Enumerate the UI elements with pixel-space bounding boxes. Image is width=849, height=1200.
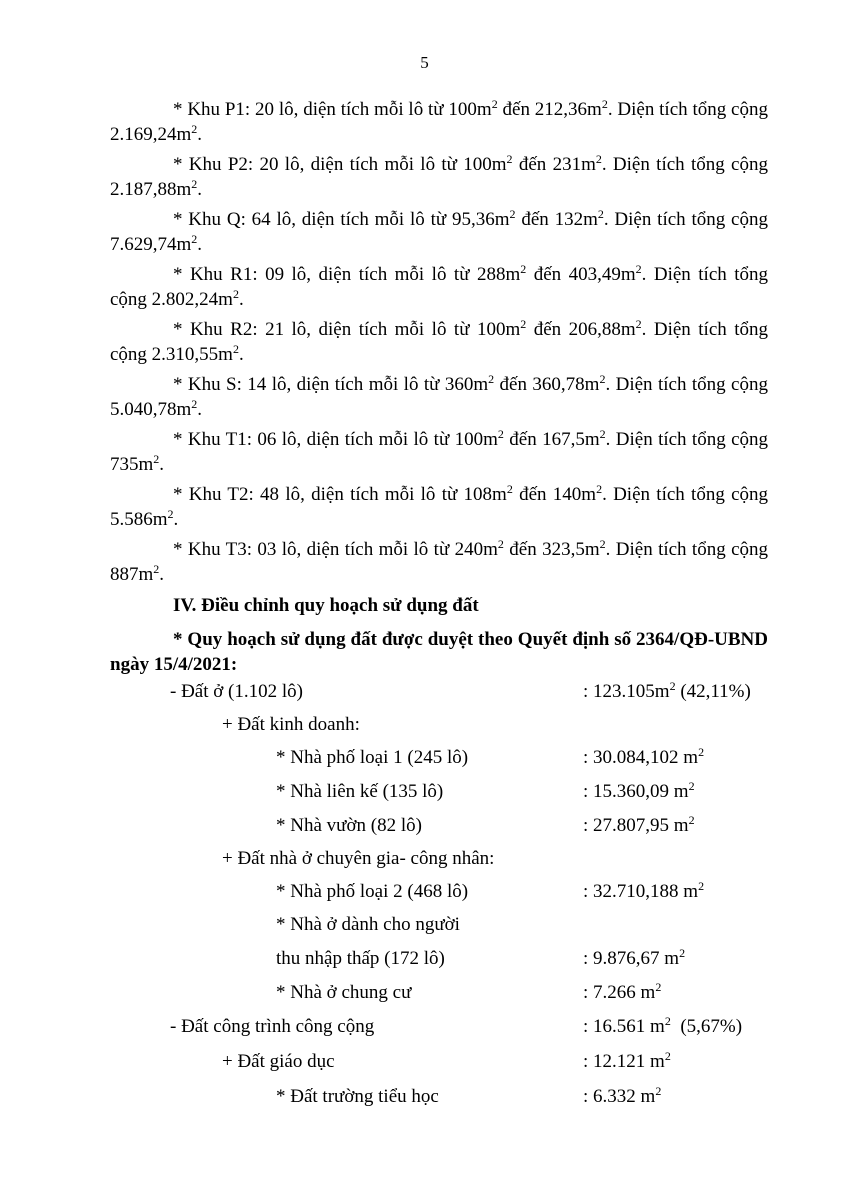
zone-paragraph-t1: * Khu T1: 06 lô, diện tích mỗi lô từ $100m^2$ đến $167,5m^2$. Diện tích tổng cộng $735m^2$. <box>110 427 769 475</box>
row-label: - Đất công trình công cộng <box>170 1016 375 1037</box>
row-label: * Nhà phố loại 2 (468 lô) <box>276 881 469 902</box>
land-row-nha-o-danh-cho <box>0 914 849 940</box>
land-row-dat-o <box>0 681 849 707</box>
row-value: : $123.105m^2$ (42,11%) <box>583 679 751 702</box>
zone-paragraph-t2: * Khu T2: 48 lô, diện tích mỗi lô từ $108m^2$ đến $140m^2$. Diện tích tổng cộng $5.586m^2$. <box>110 482 769 530</box>
zone-paragraph-s: * Khu S: 14 lô, diện tích mỗi lô từ $360m^2$ đến $360,78m^2$. Diện tích tổng cộng $5.040,78m^2$. <box>110 372 768 420</box>
zone-paragraph-t3: * Khu T3: 03 lô, diện tích mỗi lô từ $240m^2$ đến $323,5m^2$. Diện tích tổng cộng $887m^2$. <box>110 537 769 585</box>
land-row-thu-nhap-thap <box>0 948 849 974</box>
row-label: * Nhà vườn (82 lô) <box>276 815 422 836</box>
zone-paragraph-r2: * Khu R2: 21 lô, diện tích mỗi lô từ $100m^2$ đến $206,88m^2$. Diện tích tổng cộng $2.310,55m^2$. <box>110 317 769 365</box>
row-value: : 12.121 $m^2$ <box>583 1049 671 1072</box>
land-row-giao-duc <box>0 1051 849 1077</box>
row-label: * Nhà ở dành cho người <box>276 914 460 935</box>
zone-paragraph-p2: * Khu P2: 20 lô, diện tích mỗi lô từ $100m^2$ đến $231m^2$. Diện tích tổng cộng $2.187,88m^2$. <box>110 152 768 200</box>
row-label: + Đất nhà ở chuyên gia- công nhân: <box>222 848 495 869</box>
row-label: + Đất kinh doanh: <box>222 714 360 735</box>
row-label: + Đất giáo dục <box>222 1051 335 1072</box>
row-label: thu nhập thấp (172 lô) <box>276 948 445 969</box>
land-row-nha-vuon <box>0 815 849 841</box>
land-row-nha-lien-ke <box>0 781 849 807</box>
row-value: : 6.332 $m^2$ <box>583 1084 662 1107</box>
row-label: * Đất trường tiểu học <box>276 1086 439 1107</box>
row-value: : 16.561 $m^2$ (5,67%) <box>583 1014 743 1037</box>
zone-paragraph-p1: * Khu P1: 20 lô, diện tích mỗi lô từ $100m^2$ đến $212,36m^2$. Diện tích tổng cộng $2.169,24m^2$. <box>110 97 768 145</box>
row-value: : 27.807,95 $m^2$ <box>583 813 695 836</box>
row-label: * Nhà liên kế (135 lô) <box>276 781 444 802</box>
row-value: : 30.084,102 $m^2$ <box>583 745 705 768</box>
land-row-nha-o-chuyen-gia <box>0 848 849 874</box>
land-row-cong-trinh-cong-cong <box>0 1016 849 1042</box>
row-value: : 9.876,67 $m^2$ <box>583 946 686 969</box>
zone-paragraph-r1: * Khu R1: 09 lô, diện tích mỗi lô từ $288m^2$ đến $403,49m^2$. Diện tích tổng cộng $2.802,24m^2$. <box>110 262 769 310</box>
page-number: 5 <box>420 53 429 72</box>
land-row-nha-pho-loai-1 <box>0 747 849 773</box>
land-row-dat-kinh-doanh <box>0 714 849 740</box>
row-value: : 32.710,188 $m^2$ <box>583 879 705 902</box>
section-heading: IV. Điều chỉnh quy hoạch sử dụng đất <box>173 595 479 616</box>
zone-paragraph-q: * Khu Q: 64 lô, diện tích mỗi lô từ $95,36m^2$ đến $132m^2$. Diện tích tổng cộng $7.629,74m^2$. <box>110 207 768 255</box>
row-label: * Nhà phố loại 1 (245 lô) <box>276 747 469 768</box>
land-row-truong-tieu-hoc <box>0 1086 849 1112</box>
row-label: - Đất ở (1.102 lô) <box>170 681 303 702</box>
row-value: : 7.266 $m^2$ <box>583 980 662 1003</box>
row-value: : 15.360,09 $m^2$ <box>583 779 695 802</box>
land-row-chung-cu <box>0 982 849 1008</box>
land-row-nha-pho-loai-2 <box>0 881 849 907</box>
row-label: * Nhà ở chung cư <box>276 982 412 1003</box>
sub-heading: * Quy hoạch sử dụng đất được duyệt theo Quyết định số 2364/QĐ-UBND ngày 15/4/2021: <box>110 629 768 675</box>
